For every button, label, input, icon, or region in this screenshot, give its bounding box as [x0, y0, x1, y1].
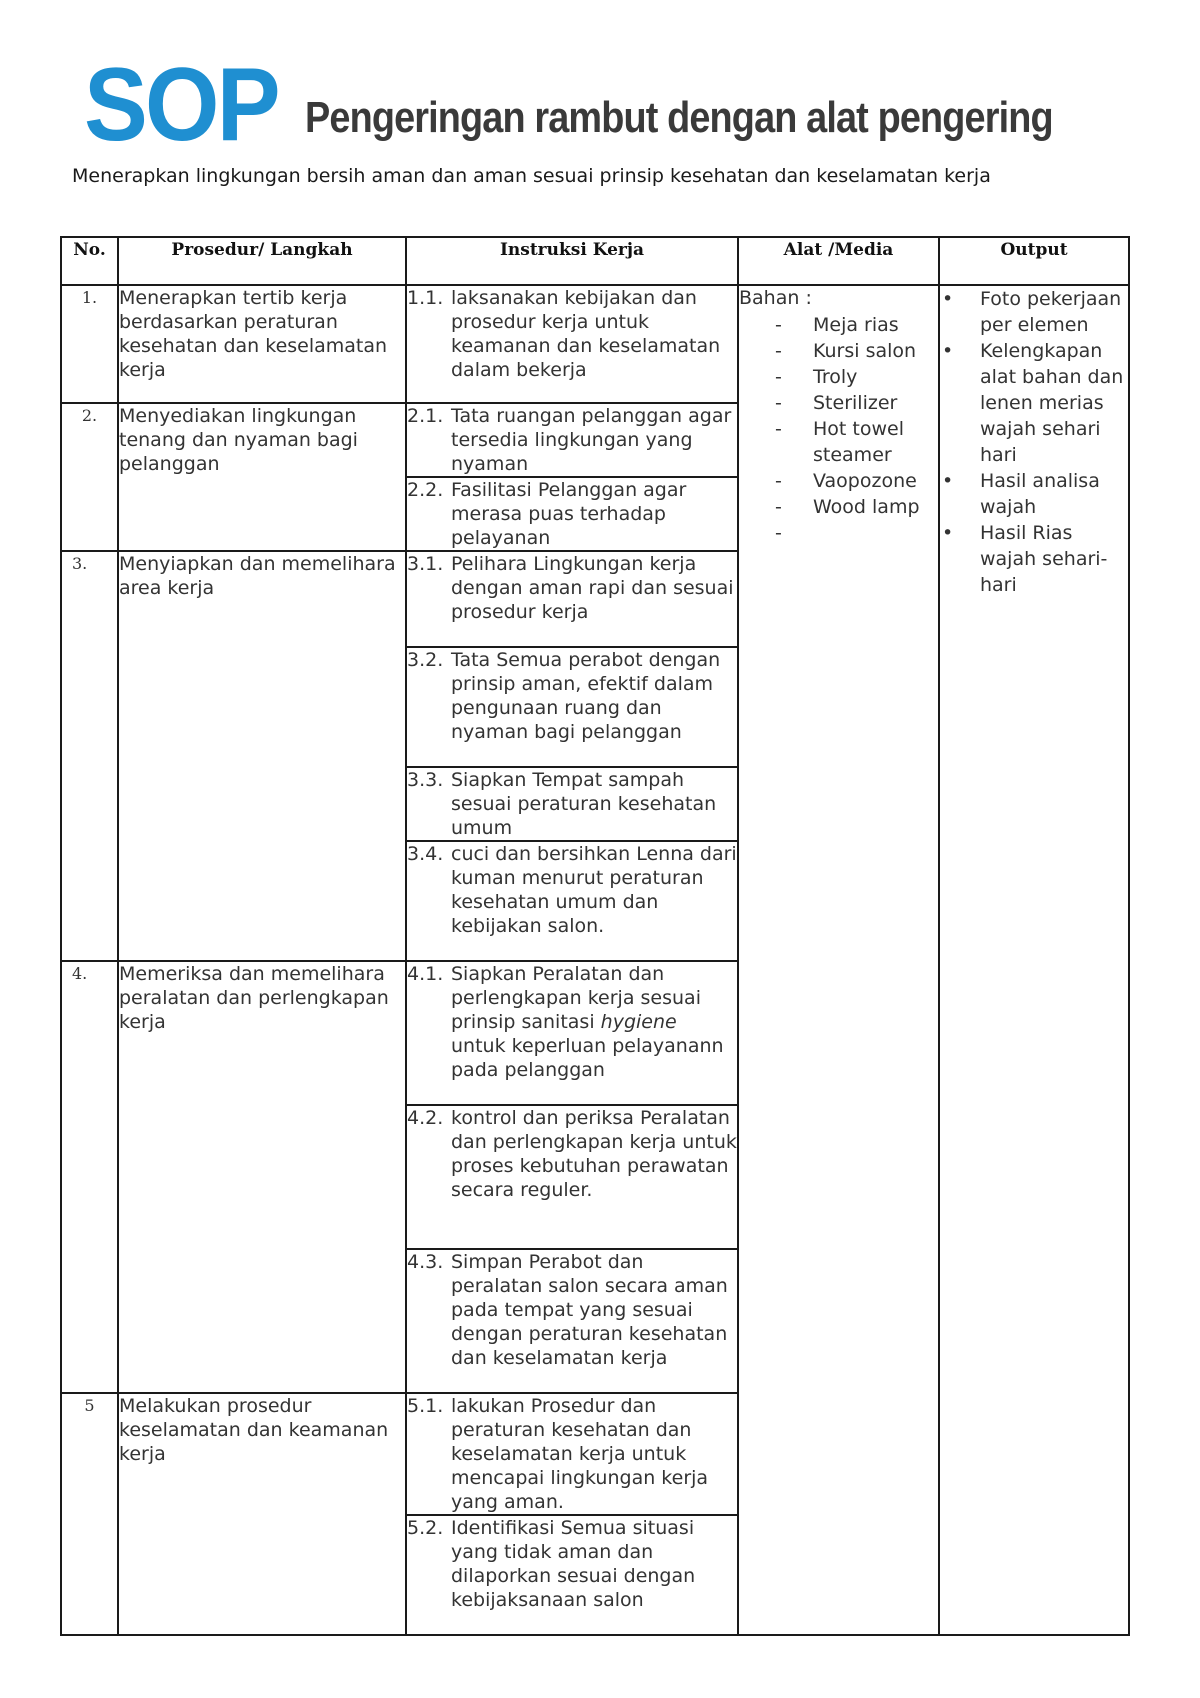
prosedur-cell: Menyiapkan dan memelihara area kerja [118, 551, 406, 961]
step-text: Pelihara Lingkungan kerja dengan aman rapi dan sesuai prosedur kerja [451, 553, 734, 623]
instruksi-cell [406, 961, 738, 1105]
step-number: 3.3. [407, 769, 444, 791]
list-item [940, 338, 1128, 468]
step-text: Tata ruangan pelanggan agar tersedia lingkungan yang nyaman [451, 405, 732, 475]
dash-marker: - [775, 496, 782, 518]
row-number: 3. [61, 551, 118, 961]
step-text: kontrol dan periksa Peralatan dan perlengkapan kerja untuk proses kebutuhan perawatan secara reguler. [451, 1107, 737, 1201]
dash-marker: - [775, 314, 782, 336]
alat-label: Bahan : [739, 287, 812, 309]
alat-item-text: Hot towel steamer [813, 418, 904, 466]
dash-marker: - [775, 340, 782, 362]
step-text-italic: hygiene [600, 1011, 677, 1033]
document-header [84, 47, 1174, 163]
prosedur-cell: Menerapkan tertib kerja berdasarkan peraturan kesehatan dan keselamatan kerja [118, 285, 406, 403]
header-alat: Alat /Media [738, 237, 939, 285]
header-prosedur: Prosedur/ Langkah [118, 237, 406, 285]
alat-item-text: Vaopozone [813, 470, 917, 492]
alat-item-text: Wood lamp [813, 496, 920, 518]
sop-logo: SOP [84, 47, 278, 163]
output-item-text: Hasil Rias wajah sehari-hari [980, 522, 1108, 596]
instruksi-cell [406, 551, 738, 647]
instruksi-cell [406, 285, 738, 403]
row-number: 1. [61, 285, 118, 403]
step-number: 5.1. [407, 1395, 444, 1417]
instruksi-cell [406, 1393, 738, 1515]
list-item [775, 494, 938, 520]
list-item [775, 338, 938, 364]
step-text: Tata Semua perabot dengan prinsip aman, efektif dalam pengunaan ruang dan nyaman bagi pelanggan [451, 649, 721, 743]
step-number: 2.1. [407, 405, 444, 427]
row-number: 2. [61, 403, 118, 551]
instruksi-cell [406, 1249, 738, 1393]
alat-media-cell [738, 285, 939, 1635]
list-item [940, 520, 1128, 598]
prosedur-cell: Melakukan prosedur keselamatan dan keamanan kerja [118, 1393, 406, 1635]
row-number: 5 [61, 1393, 118, 1635]
step-text: Simpan Perabot dan peralatan salon secara aman pada tempat yang sesuai dengan peraturan kesehatan dan keselamatan kerja [451, 1251, 728, 1369]
instruksi-cell [406, 647, 738, 767]
document-title: Pengeringan rambut dengan alat pengering [304, 93, 1053, 142]
step-number: 1.1. [407, 287, 444, 309]
bullet-marker: • [942, 522, 954, 544]
output-item-text: Kelengkapan alat bahan dan lenen merias wajah sehari hari [980, 340, 1124, 466]
dash-marker: - [775, 522, 782, 544]
step-text: cuci dan bersihkan Lenna dari kuman menurut peraturan kesehatan umum dan kebijakan salon. [451, 843, 737, 937]
step-number: 4.1. [407, 963, 444, 985]
instruksi-cell [406, 1105, 738, 1249]
bullet-marker: • [942, 288, 954, 310]
step-text: Siapkan Tempat sampah sesuai peraturan kesehatan umum [451, 769, 717, 839]
step-number: 5.2. [407, 1517, 444, 1539]
step-number: 3.2. [407, 649, 444, 671]
instruksi-cell [406, 767, 738, 841]
step-text-part: Siapkan Peralatan dan perlengkapan kerja sesuai prinsip sanitasi [451, 963, 701, 1033]
list-item [775, 468, 938, 494]
dash-marker: - [775, 418, 782, 440]
step-number: 3.4. [407, 843, 444, 865]
alat-item-text: Kursi salon [813, 340, 917, 362]
instruksi-cell [406, 403, 738, 477]
dash-marker: - [775, 392, 782, 414]
instruksi-cell [406, 1515, 738, 1635]
step-number: 4.3. [407, 1251, 444, 1273]
output-item-text: Foto pekerjaan per elemen [980, 288, 1122, 336]
prosedur-cell: Memeriksa dan memelihara peralatan dan perlengkapan kerja [118, 961, 406, 1393]
header-output: Output [939, 237, 1129, 285]
instruksi-cell [406, 841, 738, 961]
step-text: Identifikasi Semua situasi yang tidak aman dan dilaporkan sesuai dengan kebijaksanaan salon [451, 1517, 696, 1611]
instruksi-cell [406, 477, 738, 551]
header-instruksi: Instruksi Kerja [406, 237, 738, 285]
table-header-row [61, 237, 1129, 285]
list-item [775, 364, 938, 390]
alat-item-text: Sterilizer [813, 392, 898, 414]
document-subtitle: Menerapkan lingkungan bersih aman dan aman sesuai prinsip kesehatan dan keselamatan kerja [72, 165, 991, 187]
sop-table [60, 236, 1130, 1636]
output-list [940, 286, 1128, 598]
step-text [451, 962, 737, 1082]
alat-item-text: Troly [813, 366, 858, 388]
step-text-part: untuk keperluan pelayanann pada pelanggan [451, 1035, 724, 1081]
alat-list [739, 312, 938, 544]
output-cell [939, 285, 1129, 1635]
list-item [940, 468, 1128, 520]
table-row [61, 285, 1129, 403]
header-no: No. [61, 237, 118, 285]
dash-marker: - [775, 366, 782, 388]
dash-marker: - [775, 470, 782, 492]
list-item [775, 390, 938, 416]
step-number: 3.1. [407, 553, 444, 575]
step-text: laksanakan kebijakan dan prosedur kerja untuk keamanan dan keselamatan dalam bekerja [451, 287, 721, 381]
list-item [775, 312, 938, 338]
step-text: Fasilitasi Pelanggan agar merasa puas terhadap pelayanan [451, 479, 687, 549]
alat-item-text: Meja rias [813, 314, 899, 336]
output-item-text: Hasil analisa wajah [980, 470, 1100, 518]
step-number: 4.2. [407, 1107, 444, 1129]
prosedur-cell: Menyediakan lingkungan tenang dan nyaman bagi pelanggan [118, 403, 406, 551]
list-item [940, 286, 1128, 338]
step-number: 2.2. [407, 479, 444, 501]
row-number: 4. [61, 961, 118, 1393]
list-item [775, 416, 938, 468]
bullet-marker: • [942, 340, 954, 362]
step-text: lakukan Prosedur dan peraturan kesehatan dan keselamatan kerja untuk mencapai lingkungan kerja yang aman. [451, 1395, 709, 1513]
bullet-marker: • [942, 470, 954, 492]
